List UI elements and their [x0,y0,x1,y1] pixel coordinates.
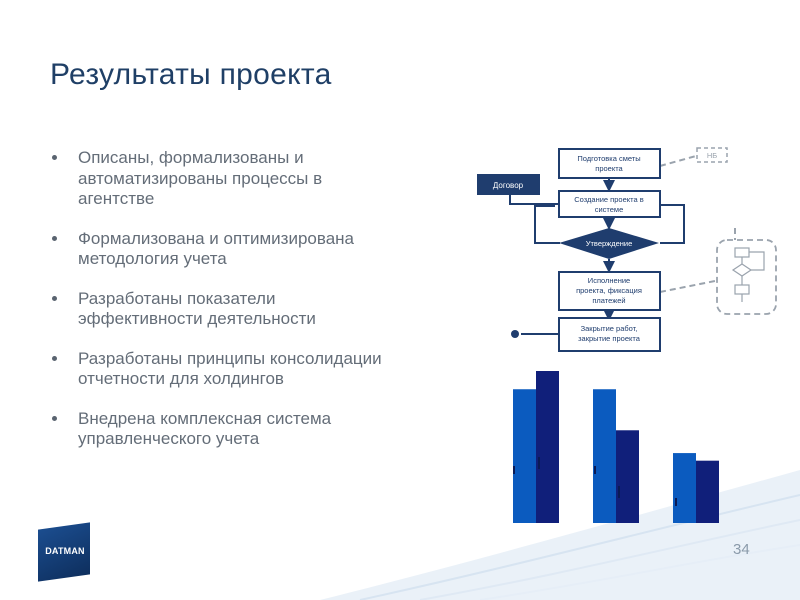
step-label-line: проекта [595,164,623,173]
logo-text: DATMAN [45,546,85,556]
bullet-text: Описаны, формализованы и автоматизированы процессы в агентстве [78,148,323,208]
bullet-dot-icon [52,296,57,301]
bullet-dot-icon [52,356,57,361]
step-label-line: Исполнение [587,276,631,285]
cropped-mark [594,466,596,474]
contract-label: Договор [492,181,524,190]
end-node-icon [511,330,519,338]
bullet-text: Внедрена комплексная система управленческого учета [78,408,332,448]
step-label-line: Закрытие работ, [580,324,638,333]
nb-label: НБ [706,151,718,160]
chart-bar [616,430,639,523]
cropped-mark [675,498,677,506]
bar-chart [505,362,730,527]
step-label-line: закрытие проекта [578,334,640,343]
bullet-list [52,148,382,469]
process-diagram [472,140,784,360]
chart-bar [513,389,536,523]
bullet-text: Разработаны принципы консолидации отчетности для холдингов [78,348,382,388]
bullet-text: Разработаны показатели эффективности деятельности [78,288,316,328]
chart-bars [513,371,719,523]
step-label-line: проекта, фиксация [576,286,642,295]
step-label-line: платежей [592,296,626,305]
bullet-dot-icon [52,155,57,160]
chart-bar [536,371,559,523]
step-label-line: системе [594,205,624,214]
bullet-item [52,289,382,330]
slide-title: Результаты проекта [50,58,332,91]
bullet-dot-icon [52,236,57,241]
cropped-mark [538,457,540,469]
cropped-mark [618,486,620,498]
bullet-dot-icon [52,416,57,421]
bullet-text: Формализована и оптимизирована методология учета [78,228,354,268]
bullet-item [52,148,382,210]
page-number: 34 [733,541,750,558]
bullet-item [52,349,382,390]
chart-bar [696,461,719,523]
chart-bar [673,453,696,523]
step-label-line: Создание проекта в [574,195,644,204]
chart-bar [593,389,616,523]
step-label-line: Подготовка сметы [577,154,641,163]
cropped-mark [513,466,515,474]
bullet-item [52,409,382,450]
approval-label: Утверждение [585,239,633,248]
bullet-item [52,229,382,270]
